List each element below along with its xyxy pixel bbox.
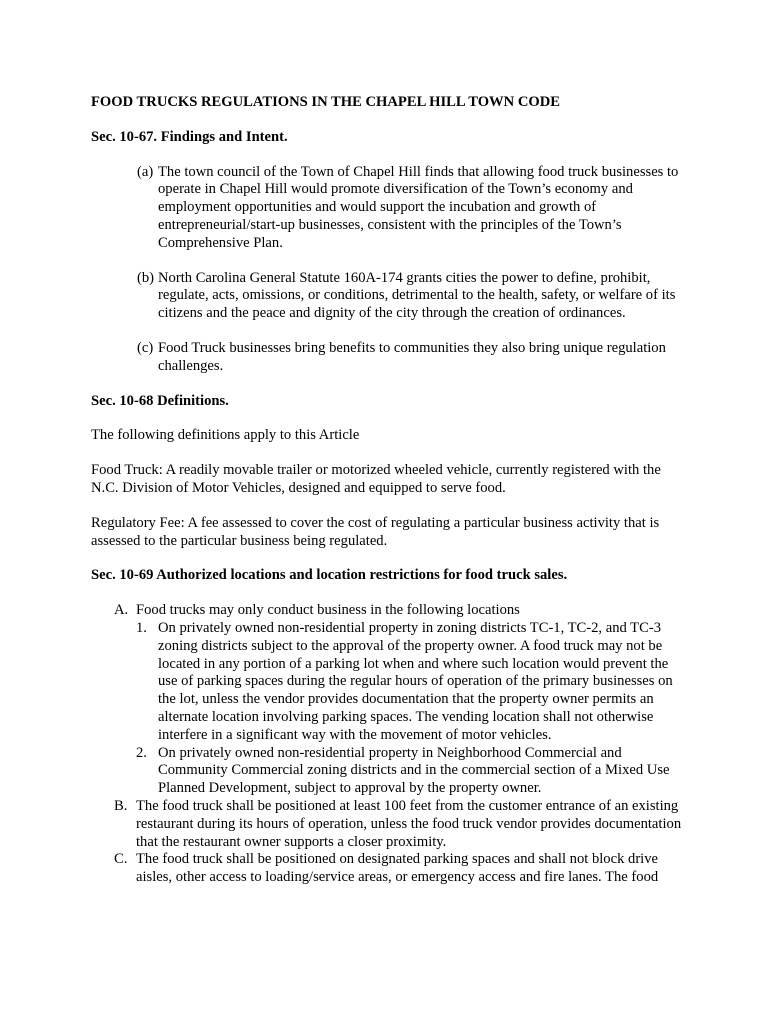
item-marker: B. bbox=[114, 797, 128, 814]
item-marker: 2. bbox=[136, 744, 147, 761]
location-restrictions-list bbox=[91, 602, 687, 887]
item-marker: 1. bbox=[136, 619, 147, 636]
item-marker: A. bbox=[114, 602, 129, 619]
item-text: The town council of the Town of Chapel Hill finds that allowing food truck businesses to operate in Chapel Hill would promote diversification of the Town’s economy and employment opportunities and would support the incubation and growth of entrepreneurial/start-up businesses, consistent with the principles of the Town’s Comprehensive Plan. bbox=[158, 163, 679, 251]
restriction-item-a bbox=[91, 602, 687, 620]
restriction-subitem-1 bbox=[91, 620, 687, 745]
section-heading-10-69: Sec. 10-69 Authorized locations and location restrictions for food truck sales. bbox=[91, 567, 568, 584]
item-marker: (c) bbox=[137, 339, 154, 356]
item-marker: (a) bbox=[137, 163, 154, 180]
finding-item-c bbox=[91, 340, 687, 376]
item-text: The food truck shall be positioned at least 100 feet from the customer entrance of an existing restaurant during its hours of operation, unless the food truck vendor provides documentation that the restaurant owner supports a closer proximity. bbox=[136, 797, 682, 850]
restriction-subitem-2 bbox=[91, 745, 687, 798]
item-text: On privately owned non-residential property in Neighborhood Commercial and Community Commercial zoning districts and in the commercial section of a Mixed Use Planned Development, subject to approval by the property owner. bbox=[158, 744, 670, 797]
item-text: Food trucks may only conduct business in the following locations bbox=[136, 602, 520, 619]
definition-regulatory-fee: Regulatory Fee: A fee assessed to cover the cost of regulating a particular business activity that is assessed to the particular business being regulated. bbox=[91, 514, 660, 549]
definitions-intro: The following definitions apply to this Article bbox=[91, 427, 360, 444]
document-content bbox=[91, 94, 687, 887]
item-text: North Carolina General Statute 160A-174 grants cities the power to define, prohibit, regulate, acts, omissions, or conditions, detrimental to the health, safety, or welfare of its citizens and the peace and dignity of the city through the creation of ordinances. bbox=[158, 269, 676, 322]
item-marker: C. bbox=[114, 851, 128, 868]
item-text: Food Truck businesses bring benefits to communities they also bring unique regulation challenges. bbox=[158, 339, 666, 374]
finding-item-b bbox=[91, 270, 687, 323]
section-heading-10-68: Sec. 10-68 Definitions. bbox=[91, 392, 229, 409]
item-text: The food truck shall be positioned on designated parking spaces and shall not block drive aisles, other access to loading/service areas, or emergency access and fire lanes. The food bbox=[136, 851, 659, 886]
definition-food-truck: Food Truck: A readily movable trailer or motorized wheeled vehicle, currently registered with the N.C. Division of Motor Vehicles, designed and equipped to serve food. bbox=[91, 462, 661, 496]
restriction-item-c bbox=[91, 851, 687, 887]
item-marker: (b) bbox=[137, 269, 155, 286]
item-text: On privately owned non-residential property in zoning districts TC-1, TC-2, and TC-3 zoning districts subject to the approval of the property owner. A food truck may not be located in any portion of a parking lot when and where such location would prevent the use of parking spaces during the regular hours of operation of the primary businesses on the lot, unless the vendor provides documentation that the property owner permits an alternate location involving parking spaces. The vending location shall not otherwise interfere in a significant way with the movement of motor vehicles. bbox=[158, 619, 673, 743]
document-title: FOOD TRUCKS REGULATIONS IN THE CHAPEL HILL TOWN CODE bbox=[91, 94, 561, 110]
section-heading-10-67: Sec. 10-67. Findings and Intent. bbox=[91, 128, 288, 145]
restriction-item-b bbox=[91, 798, 687, 851]
finding-item-a bbox=[91, 164, 687, 253]
